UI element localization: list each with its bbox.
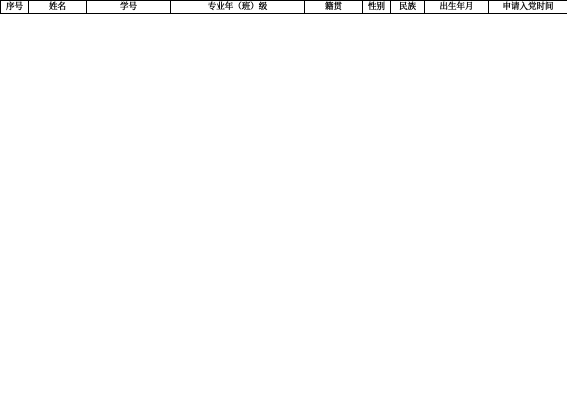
header-apply-date: 申请入党时间 (489, 1, 567, 14)
header-sex: 性别 (363, 1, 391, 14)
student-table (0, 0, 567, 14)
header-name: 姓名 (29, 1, 87, 14)
header-origin: 籍贯 (305, 1, 363, 14)
header-birth: 出生年月 (425, 1, 489, 14)
header-ethnicity: 民族 (391, 1, 425, 14)
header-class: 专业年（班）级 (171, 1, 305, 14)
header-row (1, 1, 567, 14)
header-no: 序号 (1, 1, 29, 14)
header-student-id: 学号 (87, 1, 171, 14)
